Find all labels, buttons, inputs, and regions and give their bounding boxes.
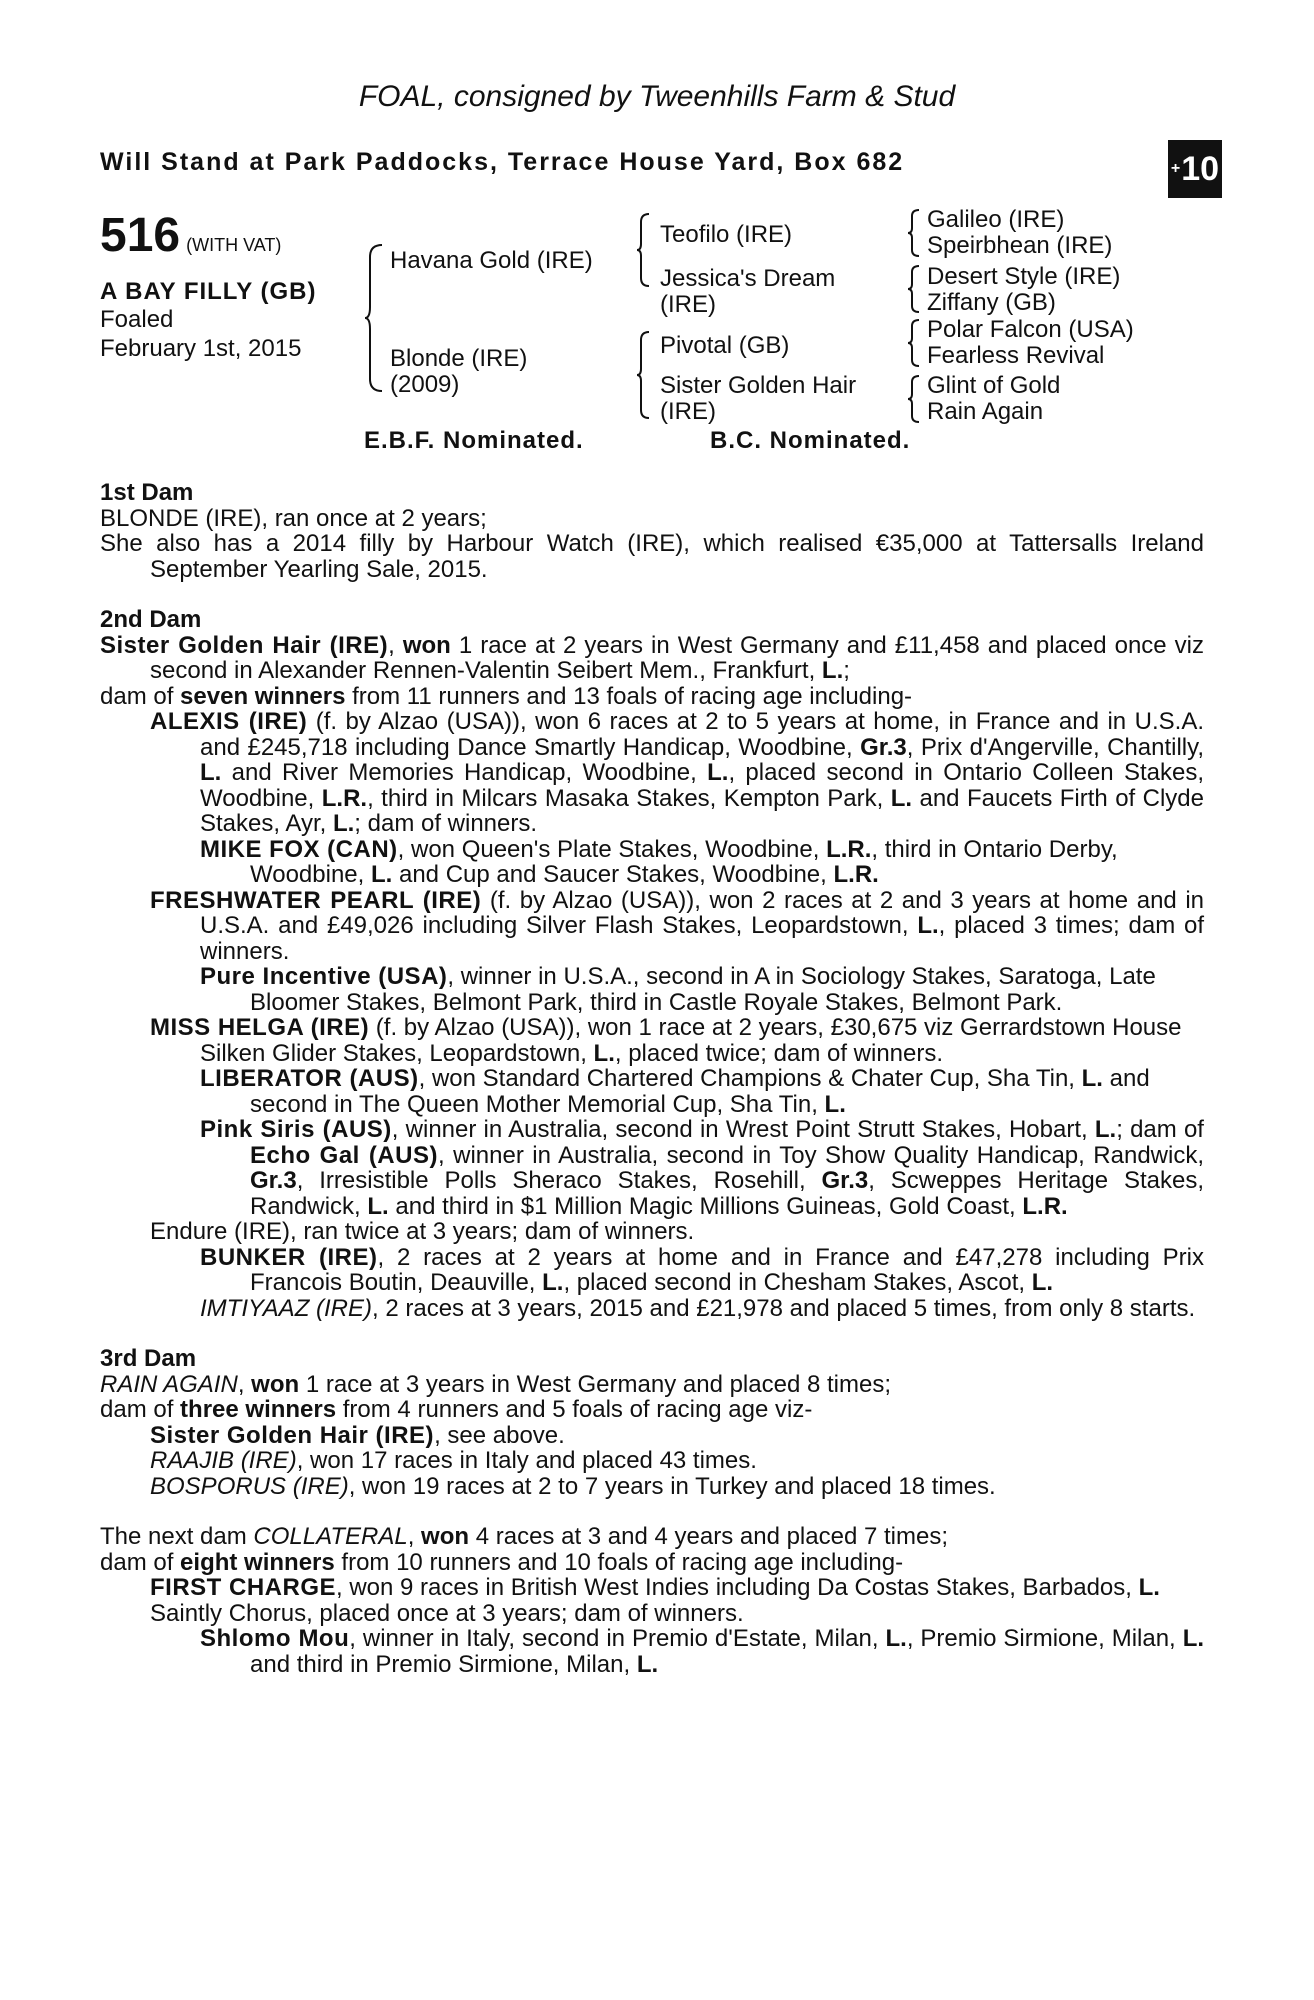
listed-mark: L. — [332, 810, 355, 837]
listed-race-mark: L.R. — [321, 784, 368, 812]
pure-text1: , winner in U.S.A., second in A in Sociology Stakes, Saratoga, Late Bloomer Stakes, Belmont Park, third in Castle Royale Stakes, Belmont Park. — [250, 963, 1156, 1016]
pedigree-dss: Polar Falcon (USA) — [927, 316, 1134, 343]
listed-race-mark: L.R. — [833, 861, 879, 888]
listed-mark: L. — [824, 1090, 846, 1118]
won-label: won — [251, 1370, 300, 1398]
catalogue-body — [100, 480, 1204, 1677]
alexis-text6: and Faucets Firth of Clyde Stakes, Ayr, — [200, 784, 1204, 837]
raajib-name: RAAJIB (IRE) — [150, 1447, 297, 1474]
pedigree-sire-dam-country: (IRE) — [660, 291, 716, 318]
second-dam-produce-summary — [100, 684, 1204, 710]
eight-winners: eight winners — [180, 1548, 335, 1576]
echo-gal-name: Echo Gal (AUS) — [250, 1141, 438, 1169]
listed-mark: L. — [1031, 1269, 1054, 1296]
first-charge-name: FIRST CHARGE — [150, 1574, 336, 1601]
pink-text1: , winner in Australia, second in Wrest Point Strutt Stakes, Hobart, — [391, 1116, 1088, 1143]
freshwater-name: FRESHWATER PEARL (IRE) — [150, 886, 482, 914]
bunker-text1: , 2 races at 2 years at home and in France and £47,278 including Prix Francois Boutin, Deauville, — [250, 1243, 1205, 1296]
pedigree-sire-dam — [660, 266, 835, 318]
rain-again-name: RAIN AGAIN — [100, 1370, 238, 1398]
pedigree-dam-dam — [660, 373, 856, 425]
alexis-text1: (f. by Alzao (USA)), won 6 races at 2 to 5 years at home, in France and in U.S.A. and £245,718 including Dance Smartly Handicap, Woodbine, — [200, 708, 1205, 761]
alexis-text7: ; dam of winners. — [354, 810, 538, 837]
mike-fox-entry — [100, 837, 1204, 888]
alexis-text4: , placed second in Ontario Colleen Stakes, Woodbine, — [200, 759, 1205, 812]
saintly-chorus-entry: Saintly Chorus, placed once at 3 years; dam of winners. — [150, 1599, 744, 1627]
shlomo-text1: , winner in Italy, second in Premio d'Estate, Milan, — [349, 1625, 879, 1652]
first-dam-line2: She also has a 2014 filly by Harbour Watch (IRE), which realised €35,000 at Tattersalls Ireland September Yearling Sale, 2015. — [100, 530, 1204, 583]
seven-winners: seven winners — [180, 682, 346, 710]
bosporus-text: , won 19 races at 2 to 7 years in Turkey and placed 18 times. — [348, 1472, 996, 1500]
liberator-entry — [100, 1066, 1204, 1117]
mike-text3: and Cup and Saucer Stakes, Woodbine, — [398, 861, 827, 888]
lib-text1: , won Standard Chartered Champions & Chater Cup, Sha Tin, — [418, 1065, 1075, 1092]
listed-mark: L. — [542, 1269, 564, 1296]
foaled-info — [100, 305, 301, 363]
listed-mark: L. — [1094, 1116, 1117, 1143]
first-dam-line1: BLONDE (IRE), ran once at 2 years; — [100, 504, 487, 532]
listed-mark: L. — [370, 861, 393, 888]
pedigree-dam-sire: Pivotal (GB) — [660, 332, 790, 359]
listed-mark: L. — [1081, 1065, 1103, 1092]
pink-siris-entry — [100, 1117, 1204, 1219]
raajib-text: , won 17 races in Italy and placed 43 times. — [296, 1447, 757, 1474]
mike-fox-name: MIKE FOX (CAN) — [200, 835, 398, 863]
third-dam-heading: 3rd Dam — [100, 1345, 197, 1372]
catalogue-badge — [1168, 140, 1222, 198]
lot-number: 516 — [100, 209, 181, 262]
next-dam-produce-summary — [100, 1550, 1204, 1576]
mike-text1: , won Queen's Plate Stakes, Woodbine, — [397, 835, 820, 863]
bunker-name: BUNKER (IRE) — [200, 1243, 378, 1271]
won-label: won — [421, 1523, 470, 1550]
miss-helga-name: MISS HELGA (IRE) — [150, 1014, 370, 1041]
listed-mark: L. — [636, 1650, 659, 1678]
miss-helga-entry — [100, 1015, 1204, 1066]
group-mark: Gr.3 — [821, 1167, 869, 1194]
echo-text4: and third in $1 Million Magic Millions Guineas, Gold Coast, — [395, 1192, 1016, 1220]
pedigree-sds: Desert Style (IRE) — [927, 263, 1121, 290]
bunker-entry — [100, 1245, 1204, 1296]
listed-mark: L. — [917, 912, 939, 939]
pedigree-dam — [390, 346, 527, 398]
helga-text2: , placed twice; dam of winners. — [614, 1039, 944, 1067]
listed-mark: L. — [200, 759, 222, 786]
next-dam-entry: The next dam COLLATERAL, won 4 races at 3 and 4 years and placed 7 times; — [100, 1523, 948, 1550]
pink-siris-name: Pink Siris (AUS) — [200, 1116, 392, 1143]
rain-again-entry: RAIN AGAIN, won 1 race at 3 years in West Germany and placed 8 times; — [100, 1370, 891, 1398]
listed-mark: L. — [890, 784, 913, 812]
imtiyaaz-name: IMTIYAAZ (IRE) — [200, 1294, 373, 1322]
pedigree-dam-year: (2009) — [390, 371, 460, 398]
horse-description: A BAY FILLY (GB) — [100, 278, 317, 305]
sgh-name: Sister Golden Hair (IRE) — [100, 631, 389, 659]
third-dam-produce-summary — [100, 1397, 1204, 1423]
listed-mark: L. — [1138, 1574, 1160, 1601]
freshwater-entry — [100, 888, 1204, 965]
helga-text1: (f. by Alzao (USA)), won 1 race at 2 years, £30,675 viz Gerrardstown House Silken Glider Stakes, Leopardstown, — [200, 1014, 1182, 1067]
sgh-see-text: , see above. — [434, 1421, 565, 1449]
pure-incentive-entry — [100, 964, 1204, 1015]
listed-mark: L. — [707, 759, 729, 786]
pedigree-sire: Havana Gold (IRE) — [390, 247, 593, 274]
pink-text2: ; dam of — [1116, 1116, 1204, 1143]
bc-nomination: B.C. Nominated. — [710, 427, 911, 454]
listed-mark: L. — [593, 1039, 615, 1067]
shlomo-text3: and third in Premio Sirmione, Milan, — [250, 1650, 631, 1678]
pedigree-brace-3c — [907, 318, 921, 368]
shlomo-mou-entry — [100, 1626, 1204, 1677]
pedigree-dam-dam-country: (IRE) — [660, 398, 716, 425]
first-dam-heading: 1st Dam — [100, 479, 194, 506]
lot-heading — [100, 208, 281, 263]
rain-text: 1 race at 3 years in West Germany and placed 8 times; — [305, 1370, 891, 1398]
collateral-name: COLLATERAL — [253, 1523, 408, 1550]
imti-text1: , 2 races at 3 years, 2015 and £21,978 and placed 5 times, from only 8 starts. — [372, 1294, 1196, 1322]
pedigree-dam-name: Blonde (IRE) — [390, 345, 528, 372]
fresh-text1: (f. by Alzao (USA)), won 2 races at 2 and 3 years at home and in U.S.A. and £49,026 including Silver Flash Stakes, Leopardstown, — [200, 886, 1205, 939]
bunker-text2: , placed second in Chesham Stakes, Ascot, — [563, 1269, 1026, 1296]
echo-text3: , Scweppes Heritage Stakes, Randwick, — [250, 1167, 1205, 1220]
pedigree-sire-dam-name: Jessica's Dream — [660, 265, 836, 292]
badge-number: 10 — [1181, 149, 1220, 188]
pedigree-dsd: Fearless Revival — [927, 342, 1105, 369]
pure-incentive-name: Pure Incentive (USA) — [200, 963, 448, 990]
listed-mark: L. — [885, 1625, 907, 1652]
alexis-text5: , third in Milcars Masaka Stakes, Kempton Park, — [367, 784, 884, 812]
sgh-see-above — [100, 1423, 1204, 1449]
pedigree-sdd: Ziffany (GB) — [927, 289, 1056, 316]
foaled-date: February 1st, 2015 — [100, 335, 302, 362]
pedigree-dds: Glint of Gold — [927, 372, 1061, 399]
foaled-label: Foaled — [100, 306, 174, 333]
raajib-entry — [100, 1448, 1204, 1474]
group-mark: Gr.3 — [250, 1167, 297, 1194]
alexis-text3: and River Memories Handicap, Woodbine, — [231, 759, 697, 786]
pedigree-brace-3b — [907, 264, 921, 314]
pedigree-brace-gen1 — [364, 243, 386, 393]
first-charge-text: , won 9 races in British West Indies including Da Costas Stakes, Barbados, — [336, 1574, 1132, 1601]
endure-entry: Endure (IRE), ran twice at 3 years; dam of winners. — [150, 1218, 695, 1245]
sgh-won: won — [402, 631, 451, 659]
pedigree-sss: Galileo (IRE) — [927, 206, 1065, 233]
listed-mark: L. — [821, 657, 844, 684]
echo-text1: , winner in Australia, second in Toy Show Quality Handicap, Randwick, — [437, 1141, 1204, 1169]
pedigree-sire-sire: Teofilo (IRE) — [660, 221, 793, 248]
pedigree-brace-dam — [636, 330, 652, 420]
dam-of-rest: from 10 runners and 10 foals of racing age including- — [341, 1548, 904, 1576]
shlomo-text2: , Premio Sirmione, Milan, — [906, 1625, 1176, 1652]
imtiyaaz-entry — [100, 1296, 1204, 1322]
bosporus-entry — [100, 1474, 1204, 1500]
pedigree-dam-dam-name: Sister Golden Hair — [660, 372, 857, 399]
consignor-heading: FOAL, consigned by Tweenhills Farm & Stud — [358, 80, 956, 113]
pedigree-brace-3d — [907, 374, 921, 424]
ebf-nomination: E.B.F. Nominated. — [364, 427, 584, 454]
badge-plus: + — [1170, 160, 1181, 177]
dam-of-label: dam of — [100, 1548, 174, 1576]
pedigree-brace-3a — [907, 208, 921, 258]
mike-text2: , third in Ontario Derby, Woodbine, — [250, 835, 1118, 888]
shlomo-mou-name: Shlomo Mou — [200, 1625, 350, 1652]
alexis-text2: , Prix d'Angerville, Chantilly, — [906, 733, 1204, 761]
group-mark: Gr.3 — [860, 733, 907, 761]
three-winners: three winners — [180, 1396, 337, 1423]
dam-of-label: dam of — [100, 682, 174, 710]
pedigree-brace-sire — [636, 212, 652, 288]
pedigree-ddd: Rain Again — [927, 398, 1044, 425]
dam-of-rest: from 11 runners and 13 foals of racing age including- — [352, 682, 913, 710]
second-dam-heading: 2nd Dam — [100, 606, 202, 633]
dam-of-rest: from 4 runners and 5 foals of racing age viz- — [342, 1396, 813, 1423]
standing-location: Will Stand at Park Paddocks, Terrace House Yard, Box 682 — [100, 148, 905, 176]
listed-mark: L. — [367, 1192, 389, 1220]
liberator-name: LIBERATOR (AUS) — [200, 1065, 419, 1092]
dam-of-label: dam of — [100, 1396, 174, 1423]
bosporus-name: BOSPORUS (IRE) — [150, 1472, 349, 1500]
listed-race-mark: L.R. — [826, 835, 872, 863]
sgh-name: Sister Golden Hair (IRE) — [150, 1421, 435, 1449]
alexis-name: ALEXIS (IRE) — [150, 708, 308, 735]
pedigree-ssd: Speirbhean (IRE) — [927, 232, 1113, 259]
lot-vat: (WITH VAT) — [186, 235, 282, 255]
sgh-entry: Sister Golden Hair (IRE), won 1 race at 2 years in West Germany and £11,458 and placed once viz second in Alexander Rennen-Valentin Seibert Mem., Frankfurt, L.; — [100, 631, 1204, 684]
listed-mark: L. — [1182, 1625, 1205, 1652]
first-charge-entry — [100, 1575, 1204, 1601]
sgh-text: 1 race at 2 years in West Germany and £11,458 and placed once viz second in Alexander Rennen-Valentin Seibert Mem., Frankfurt, — [150, 631, 1204, 684]
lib-text2: and second in The Queen Mother Memorial Cup, Sha Tin, — [250, 1065, 1150, 1118]
alexis-entry — [100, 709, 1204, 837]
echo-text2: , Irresistible Polls Sheraco Stakes, Rosehill, — [296, 1167, 806, 1194]
next-dam-intro: The next dam — [100, 1523, 247, 1550]
fresh-text2: , placed 3 times; dam of winners. — [200, 912, 1204, 965]
listed-race-mark: L.R. — [1022, 1192, 1068, 1220]
collateral-text: 4 races at 3 and 4 years and placed 7 times; — [475, 1523, 948, 1550]
